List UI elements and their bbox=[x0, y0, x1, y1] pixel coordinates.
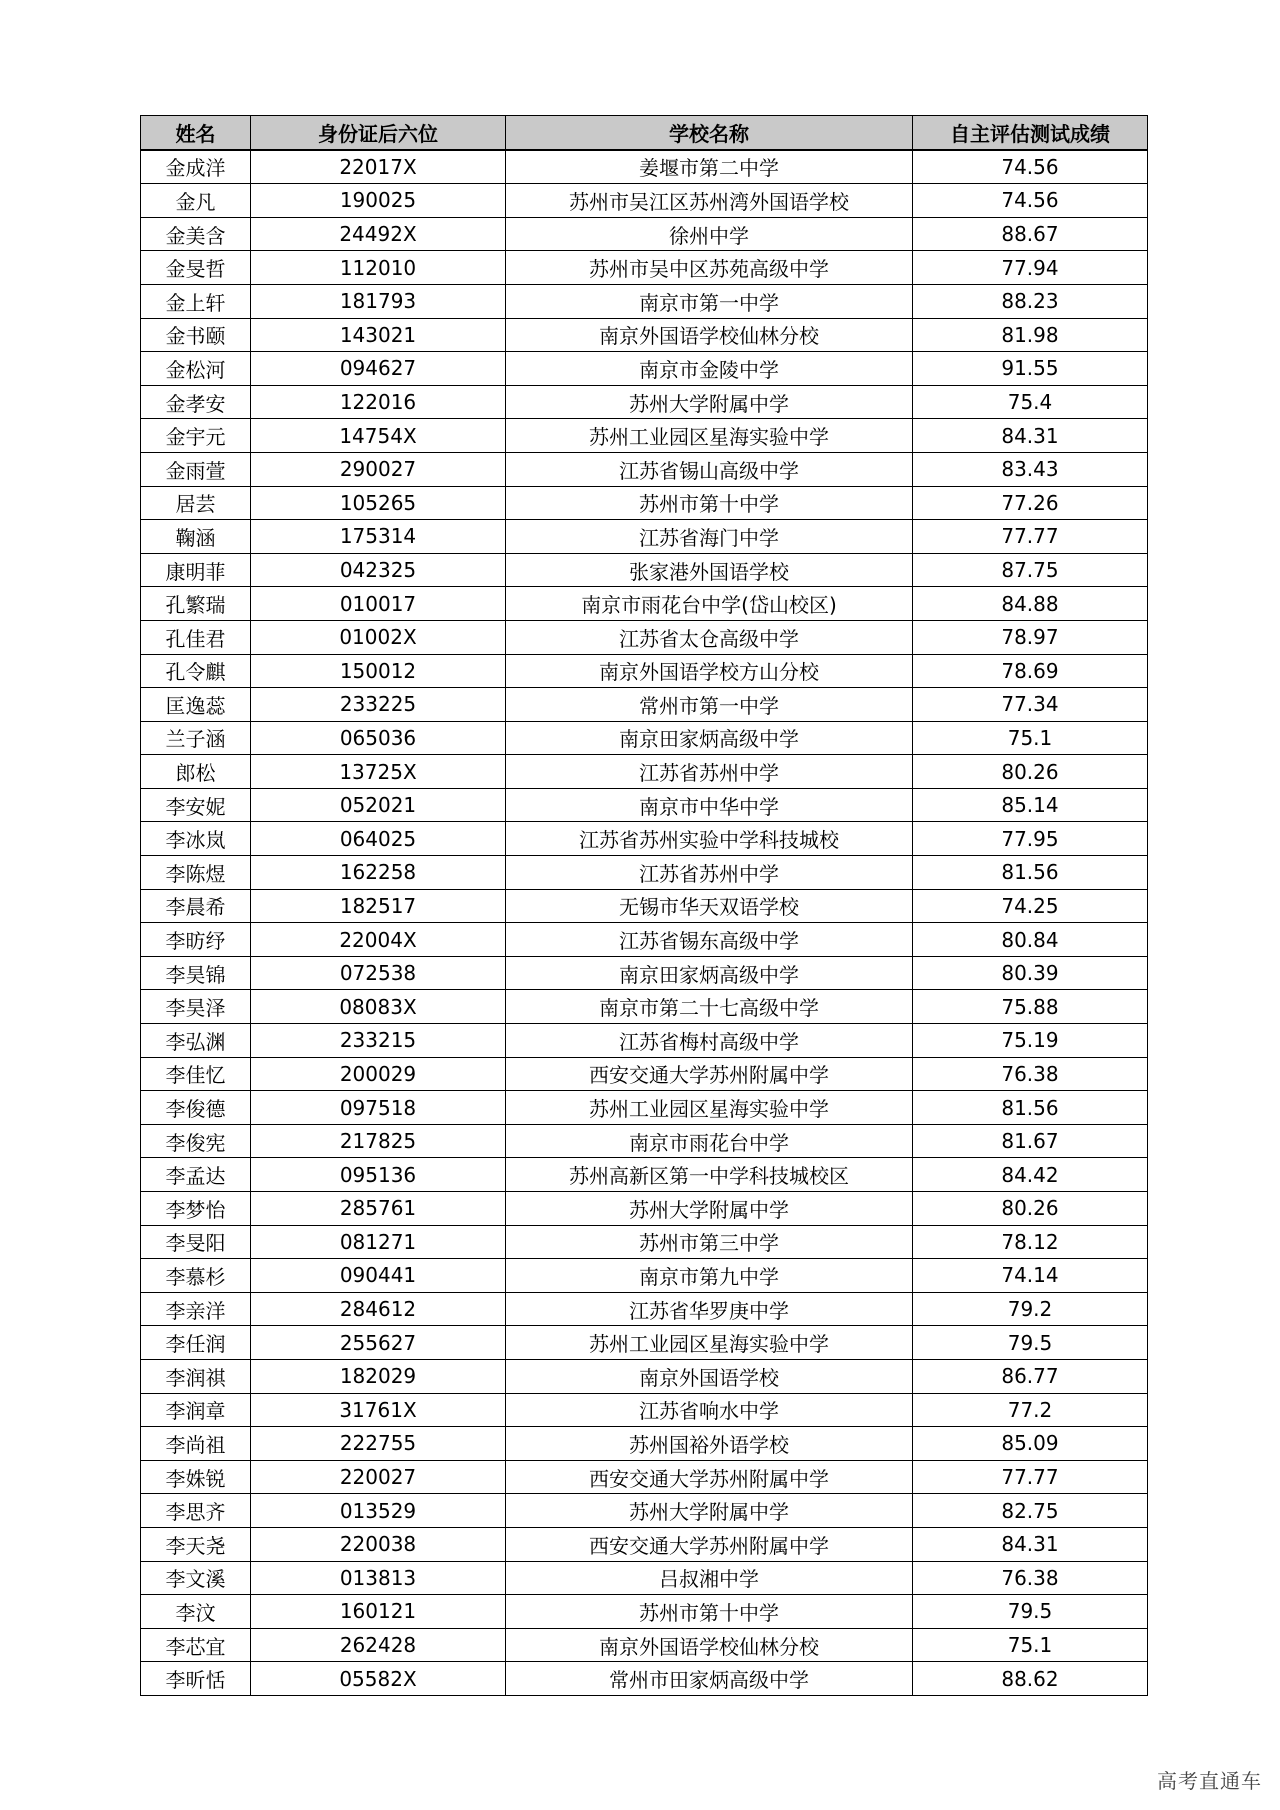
table-row bbox=[141, 385, 1148, 419]
student-name-cell: 李晨希 bbox=[141, 889, 251, 923]
score-cell: 76.38 bbox=[913, 1561, 1148, 1595]
school-name-cell: 江苏省海门中学 bbox=[506, 520, 913, 554]
table-row bbox=[141, 688, 1148, 722]
score-cell: 79.5 bbox=[913, 1595, 1148, 1629]
score-cell: 88.67 bbox=[913, 217, 1148, 251]
id-last-six-cell: 143021 bbox=[251, 318, 506, 352]
student-name-cell: 兰子涵 bbox=[141, 721, 251, 755]
id-last-six-cell: 08083X bbox=[251, 990, 506, 1024]
score-cell: 78.12 bbox=[913, 1225, 1148, 1259]
school-name-cell: 西安交通大学苏州附属中学 bbox=[506, 1057, 913, 1091]
header-school-name: 学校名称 bbox=[506, 116, 913, 150]
score-cell: 81.56 bbox=[913, 856, 1148, 890]
table-header-row bbox=[141, 116, 1148, 150]
table-row bbox=[141, 620, 1148, 654]
student-name-cell: 孔令麒 bbox=[141, 654, 251, 688]
table-row bbox=[141, 553, 1148, 587]
table-row bbox=[141, 889, 1148, 923]
id-last-six-cell: 255627 bbox=[251, 1326, 506, 1360]
score-cell: 74.14 bbox=[913, 1259, 1148, 1293]
table-row bbox=[141, 923, 1148, 957]
id-last-six-cell: 285761 bbox=[251, 1192, 506, 1226]
table-row bbox=[141, 1192, 1148, 1226]
table-row bbox=[141, 1292, 1148, 1326]
student-name-cell: 匡逸蕊 bbox=[141, 688, 251, 722]
table-row bbox=[141, 520, 1148, 554]
table-row bbox=[141, 721, 1148, 755]
table-row bbox=[141, 956, 1148, 990]
student-name-cell: 李尚祖 bbox=[141, 1427, 251, 1461]
id-last-six-cell: 190025 bbox=[251, 184, 506, 218]
student-name-cell: 金凡 bbox=[141, 184, 251, 218]
student-name-cell: 李昊泽 bbox=[141, 990, 251, 1024]
id-last-six-cell: 065036 bbox=[251, 721, 506, 755]
header-test-score: 自主评估测试成绩 bbox=[913, 116, 1148, 150]
school-name-cell: 南京外国语学校仙林分校 bbox=[506, 318, 913, 352]
student-name-cell: 金成洋 bbox=[141, 150, 251, 184]
id-last-six-cell: 284612 bbox=[251, 1292, 506, 1326]
table-row bbox=[141, 251, 1148, 285]
score-cell: 85.09 bbox=[913, 1427, 1148, 1461]
school-name-cell: 江苏省锡山高级中学 bbox=[506, 452, 913, 486]
student-name-cell: 李芯宜 bbox=[141, 1628, 251, 1662]
score-cell: 77.77 bbox=[913, 1460, 1148, 1494]
student-name-cell: 金旻哲 bbox=[141, 251, 251, 285]
school-name-cell: 江苏省响水中学 bbox=[506, 1393, 913, 1427]
id-last-six-cell: 222755 bbox=[251, 1427, 506, 1461]
score-cell: 85.14 bbox=[913, 788, 1148, 822]
table-row bbox=[141, 1460, 1148, 1494]
school-name-cell: 江苏省苏州中学 bbox=[506, 856, 913, 890]
school-name-cell: 姜堰市第二中学 bbox=[506, 150, 913, 184]
school-name-cell: 苏州国裕外语学校 bbox=[506, 1427, 913, 1461]
score-cell: 75.19 bbox=[913, 1024, 1148, 1058]
id-last-six-cell: 094627 bbox=[251, 352, 506, 386]
student-name-cell: 金美含 bbox=[141, 217, 251, 251]
score-cell: 84.88 bbox=[913, 587, 1148, 621]
school-name-cell: 江苏省华罗庚中学 bbox=[506, 1292, 913, 1326]
school-name-cell: 徐州中学 bbox=[506, 217, 913, 251]
student-name-cell: 金书颐 bbox=[141, 318, 251, 352]
id-last-six-cell: 217825 bbox=[251, 1124, 506, 1158]
id-last-six-cell: 064025 bbox=[251, 822, 506, 856]
table-row bbox=[141, 284, 1148, 318]
id-last-six-cell: 010017 bbox=[251, 587, 506, 621]
id-last-six-cell: 13725X bbox=[251, 755, 506, 789]
student-name-cell: 李安妮 bbox=[141, 788, 251, 822]
table-row bbox=[141, 990, 1148, 1024]
score-cell: 87.75 bbox=[913, 553, 1148, 587]
student-name-cell: 孔繁瑞 bbox=[141, 587, 251, 621]
school-name-cell: 苏州工业园区星海实验中学 bbox=[506, 1091, 913, 1125]
table-row bbox=[141, 217, 1148, 251]
score-cell: 77.77 bbox=[913, 520, 1148, 554]
id-last-six-cell: 052021 bbox=[251, 788, 506, 822]
student-name-cell: 李姝锐 bbox=[141, 1460, 251, 1494]
school-name-cell: 南京外国语学校 bbox=[506, 1359, 913, 1393]
table-row bbox=[141, 1494, 1148, 1528]
score-cell: 80.26 bbox=[913, 755, 1148, 789]
score-cell: 75.1 bbox=[913, 1628, 1148, 1662]
table-row bbox=[141, 1527, 1148, 1561]
table-row bbox=[141, 1057, 1148, 1091]
student-name-cell: 李俊德 bbox=[141, 1091, 251, 1125]
id-last-six-cell: 233215 bbox=[251, 1024, 506, 1058]
score-cell: 78.97 bbox=[913, 620, 1148, 654]
score-cell: 86.77 bbox=[913, 1359, 1148, 1393]
school-name-cell: 南京市雨花台中学 bbox=[506, 1124, 913, 1158]
id-last-six-cell: 182517 bbox=[251, 889, 506, 923]
id-last-six-cell: 200029 bbox=[251, 1057, 506, 1091]
school-name-cell: 南京市雨花台中学(岱山校区) bbox=[506, 587, 913, 621]
score-cell: 77.34 bbox=[913, 688, 1148, 722]
student-name-cell: 金雨萱 bbox=[141, 452, 251, 486]
student-name-cell: 李旻阳 bbox=[141, 1225, 251, 1259]
id-last-six-cell: 072538 bbox=[251, 956, 506, 990]
table-row bbox=[141, 1225, 1148, 1259]
student-name-cell: 李昉纾 bbox=[141, 923, 251, 957]
score-table bbox=[140, 115, 1148, 1696]
id-last-six-cell: 042325 bbox=[251, 553, 506, 587]
school-name-cell: 江苏省苏州中学 bbox=[506, 755, 913, 789]
header-id-last-six: 身份证后六位 bbox=[251, 116, 506, 150]
school-name-cell: 常州市第一中学 bbox=[506, 688, 913, 722]
id-last-six-cell: 233225 bbox=[251, 688, 506, 722]
score-cell: 84.31 bbox=[913, 419, 1148, 453]
table-body bbox=[141, 150, 1148, 1696]
score-cell: 78.69 bbox=[913, 654, 1148, 688]
table-row bbox=[141, 1595, 1148, 1629]
student-name-cell: 康明菲 bbox=[141, 553, 251, 587]
score-cell: 79.5 bbox=[913, 1326, 1148, 1360]
score-cell: 75.88 bbox=[913, 990, 1148, 1024]
score-cell: 77.95 bbox=[913, 822, 1148, 856]
score-cell: 84.42 bbox=[913, 1158, 1148, 1192]
school-name-cell: 常州市田家炳高级中学 bbox=[506, 1662, 913, 1696]
id-last-six-cell: 122016 bbox=[251, 385, 506, 419]
id-last-six-cell: 013529 bbox=[251, 1494, 506, 1528]
id-last-six-cell: 01002X bbox=[251, 620, 506, 654]
score-cell: 77.94 bbox=[913, 251, 1148, 285]
school-name-cell: 西安交通大学苏州附属中学 bbox=[506, 1460, 913, 1494]
table-row bbox=[141, 587, 1148, 621]
student-name-cell: 李天尧 bbox=[141, 1527, 251, 1561]
student-name-cell: 居芸 bbox=[141, 486, 251, 520]
school-name-cell: 江苏省梅村高级中学 bbox=[506, 1024, 913, 1058]
school-name-cell: 苏州大学附属中学 bbox=[506, 385, 913, 419]
table-row bbox=[141, 755, 1148, 789]
score-cell: 80.84 bbox=[913, 923, 1148, 957]
student-name-cell: 李润祺 bbox=[141, 1359, 251, 1393]
school-name-cell: 无锡市华天双语学校 bbox=[506, 889, 913, 923]
id-last-six-cell: 182029 bbox=[251, 1359, 506, 1393]
school-name-cell: 苏州大学附属中学 bbox=[506, 1494, 913, 1528]
table-row bbox=[141, 150, 1148, 184]
table-row bbox=[141, 1091, 1148, 1125]
score-cell: 75.4 bbox=[913, 385, 1148, 419]
school-name-cell: 南京市第一中学 bbox=[506, 284, 913, 318]
score-cell: 82.75 bbox=[913, 1494, 1148, 1528]
student-name-cell: 李冰岚 bbox=[141, 822, 251, 856]
student-name-cell: 李润章 bbox=[141, 1393, 251, 1427]
school-name-cell: 苏州市吴江区苏州湾外国语学校 bbox=[506, 184, 913, 218]
id-last-six-cell: 24492X bbox=[251, 217, 506, 251]
id-last-six-cell: 081271 bbox=[251, 1225, 506, 1259]
table-row bbox=[141, 486, 1148, 520]
school-name-cell: 苏州市吴中区苏苑高级中学 bbox=[506, 251, 913, 285]
id-last-six-cell: 181793 bbox=[251, 284, 506, 318]
school-name-cell: 南京市金陵中学 bbox=[506, 352, 913, 386]
id-last-six-cell: 112010 bbox=[251, 251, 506, 285]
table-row bbox=[141, 1628, 1148, 1662]
school-name-cell: 南京市第九中学 bbox=[506, 1259, 913, 1293]
table-row bbox=[141, 1024, 1148, 1058]
school-name-cell: 苏州市第三中学 bbox=[506, 1225, 913, 1259]
table-row bbox=[141, 1326, 1148, 1360]
table-row bbox=[141, 352, 1148, 386]
id-last-six-cell: 220038 bbox=[251, 1527, 506, 1561]
school-name-cell: 苏州市第十中学 bbox=[506, 1595, 913, 1629]
watermark: 高考直通车 bbox=[1157, 1769, 1262, 1793]
school-name-cell: 南京田家炳高级中学 bbox=[506, 956, 913, 990]
id-last-six-cell: 220027 bbox=[251, 1460, 506, 1494]
table-row bbox=[141, 184, 1148, 218]
student-name-cell: 李俊宪 bbox=[141, 1124, 251, 1158]
table-row bbox=[141, 1124, 1148, 1158]
student-name-cell: 金宇元 bbox=[141, 419, 251, 453]
id-last-six-cell: 22004X bbox=[251, 923, 506, 957]
student-name-cell: 李汶 bbox=[141, 1595, 251, 1629]
student-name-cell: 金上轩 bbox=[141, 284, 251, 318]
score-cell: 74.56 bbox=[913, 150, 1148, 184]
school-name-cell: 南京市第二十七高级中学 bbox=[506, 990, 913, 1024]
table-row bbox=[141, 318, 1148, 352]
school-name-cell: 江苏省苏州实验中学科技城校 bbox=[506, 822, 913, 856]
student-name-cell: 李昊锦 bbox=[141, 956, 251, 990]
id-last-six-cell: 262428 bbox=[251, 1628, 506, 1662]
school-name-cell: 苏州市第十中学 bbox=[506, 486, 913, 520]
table-row bbox=[141, 788, 1148, 822]
school-name-cell: 苏州高新区第一中学科技城校区 bbox=[506, 1158, 913, 1192]
score-cell: 83.43 bbox=[913, 452, 1148, 486]
score-cell: 77.2 bbox=[913, 1393, 1148, 1427]
table-row bbox=[141, 419, 1148, 453]
student-name-cell: 李佳忆 bbox=[141, 1057, 251, 1091]
score-cell: 75.1 bbox=[913, 721, 1148, 755]
table-row bbox=[141, 1427, 1148, 1461]
score-cell: 81.56 bbox=[913, 1091, 1148, 1125]
header-name: 姓名 bbox=[141, 116, 251, 150]
student-name-cell: 李孟达 bbox=[141, 1158, 251, 1192]
score-cell: 76.38 bbox=[913, 1057, 1148, 1091]
student-name-cell: 金孝安 bbox=[141, 385, 251, 419]
score-cell: 74.56 bbox=[913, 184, 1148, 218]
school-name-cell: 南京市中华中学 bbox=[506, 788, 913, 822]
table-row bbox=[141, 1393, 1148, 1427]
score-cell: 81.67 bbox=[913, 1124, 1148, 1158]
table-row bbox=[141, 654, 1148, 688]
school-name-cell: 西安交通大学苏州附属中学 bbox=[506, 1527, 913, 1561]
id-last-six-cell: 160121 bbox=[251, 1595, 506, 1629]
school-name-cell: 苏州工业园区星海实验中学 bbox=[506, 1326, 913, 1360]
score-cell: 88.62 bbox=[913, 1662, 1148, 1696]
id-last-six-cell: 095136 bbox=[251, 1158, 506, 1192]
school-name-cell: 苏州大学附属中学 bbox=[506, 1192, 913, 1226]
student-name-cell: 李任润 bbox=[141, 1326, 251, 1360]
score-cell: 88.23 bbox=[913, 284, 1148, 318]
score-cell: 91.55 bbox=[913, 352, 1148, 386]
student-name-cell: 孔佳君 bbox=[141, 620, 251, 654]
id-last-six-cell: 31761X bbox=[251, 1393, 506, 1427]
school-name-cell: 张家港外国语学校 bbox=[506, 553, 913, 587]
student-name-cell: 李思齐 bbox=[141, 1494, 251, 1528]
table-row bbox=[141, 1561, 1148, 1595]
score-cell: 80.39 bbox=[913, 956, 1148, 990]
student-name-cell: 李弘渊 bbox=[141, 1024, 251, 1058]
student-name-cell: 鞠涵 bbox=[141, 520, 251, 554]
score-cell: 80.26 bbox=[913, 1192, 1148, 1226]
id-last-six-cell: 105265 bbox=[251, 486, 506, 520]
student-name-cell: 李梦怡 bbox=[141, 1192, 251, 1226]
id-last-six-cell: 162258 bbox=[251, 856, 506, 890]
table-row bbox=[141, 1359, 1148, 1393]
id-last-six-cell: 150012 bbox=[251, 654, 506, 688]
id-last-six-cell: 05582X bbox=[251, 1662, 506, 1696]
id-last-six-cell: 22017X bbox=[251, 150, 506, 184]
table-row bbox=[141, 452, 1148, 486]
table-row bbox=[141, 1158, 1148, 1192]
school-name-cell: 江苏省锡东高级中学 bbox=[506, 923, 913, 957]
score-cell: 81.98 bbox=[913, 318, 1148, 352]
score-cell: 79.2 bbox=[913, 1292, 1148, 1326]
student-name-cell: 郎松 bbox=[141, 755, 251, 789]
id-last-six-cell: 290027 bbox=[251, 452, 506, 486]
student-name-cell: 李亲洋 bbox=[141, 1292, 251, 1326]
table-row bbox=[141, 1662, 1148, 1696]
score-cell: 77.26 bbox=[913, 486, 1148, 520]
school-name-cell: 苏州工业园区星海实验中学 bbox=[506, 419, 913, 453]
id-last-six-cell: 097518 bbox=[251, 1091, 506, 1125]
id-last-six-cell: 013813 bbox=[251, 1561, 506, 1595]
id-last-six-cell: 090441 bbox=[251, 1259, 506, 1293]
school-name-cell: 南京田家炳高级中学 bbox=[506, 721, 913, 755]
table-row bbox=[141, 856, 1148, 890]
student-name-cell: 李陈煜 bbox=[141, 856, 251, 890]
score-cell: 84.31 bbox=[913, 1527, 1148, 1561]
school-name-cell: 南京外国语学校仙林分校 bbox=[506, 1628, 913, 1662]
student-name-cell: 李慕杉 bbox=[141, 1259, 251, 1293]
table-row bbox=[141, 1259, 1148, 1293]
school-name-cell: 南京外国语学校方山分校 bbox=[506, 654, 913, 688]
table-row bbox=[141, 822, 1148, 856]
id-last-six-cell: 175314 bbox=[251, 520, 506, 554]
student-name-cell: 李昕恬 bbox=[141, 1662, 251, 1696]
student-name-cell: 金松河 bbox=[141, 352, 251, 386]
school-name-cell: 吕叔湘中学 bbox=[506, 1561, 913, 1595]
student-name-cell: 李文溪 bbox=[141, 1561, 251, 1595]
score-cell: 74.25 bbox=[913, 889, 1148, 923]
school-name-cell: 江苏省太仓高级中学 bbox=[506, 620, 913, 654]
id-last-six-cell: 14754X bbox=[251, 419, 506, 453]
